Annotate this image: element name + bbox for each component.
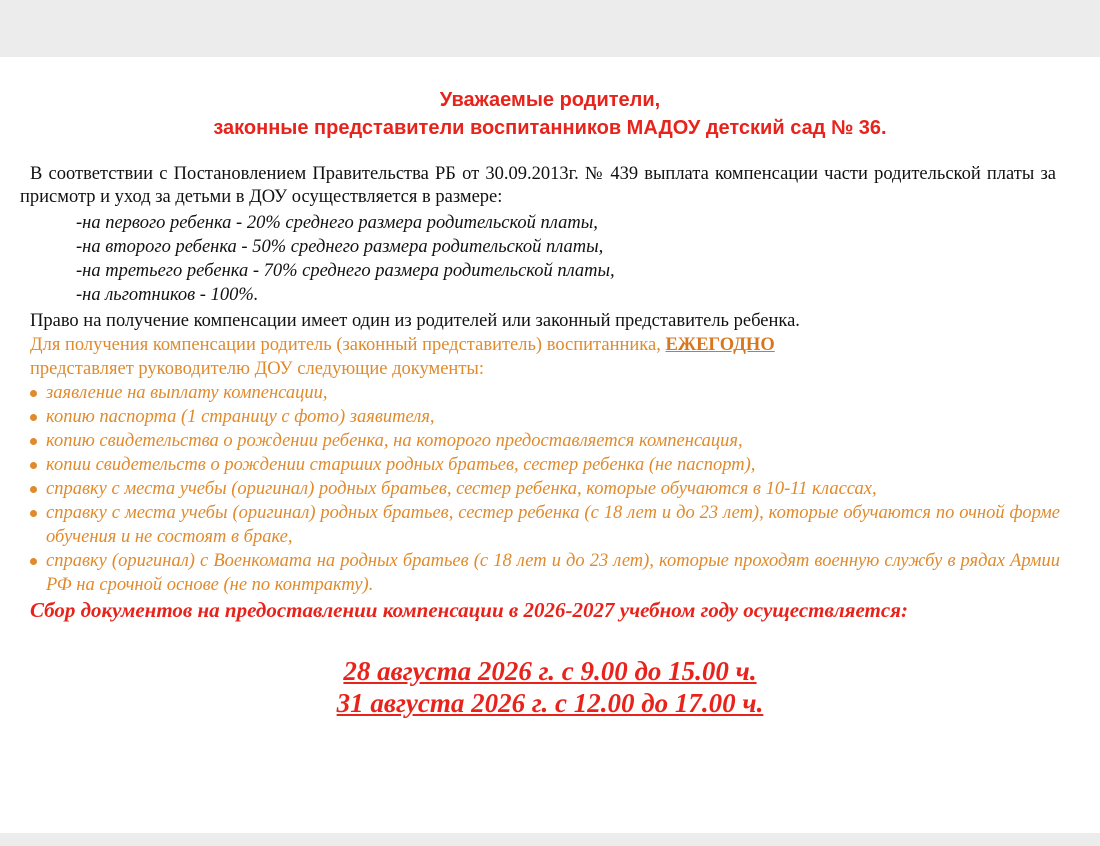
document-item <box>30 549 1060 597</box>
docs-intro-line-2: представляет руководителю ДОУ следующие документы: <box>30 359 484 379</box>
yearly-emphasis: ЕЖЕГОДНО <box>665 335 775 355</box>
docs-intro-line-1 <box>30 333 775 357</box>
document-text: справку (оригинал) с Военкомата на родных братьев (с 18 лет и до 23 лет), которые проходят военную службу в рядах Армии РФ на срочной основе (не по контракту). <box>46 551 1060 595</box>
rate-item: -на первого ребенка - 20% среднего размера родительской платы, <box>76 213 598 233</box>
document-text: копии свидетельств о рождении старших родных братьев, сестер ребенка (не паспорт), <box>46 455 756 475</box>
bullet-icon <box>30 558 37 565</box>
rate-item: -на второго ребенка - 50% среднего размера родительской платы, <box>76 237 604 257</box>
document-item <box>30 381 1060 405</box>
rate-item: -на третьего ребенка - 70% среднего размера родительской платы, <box>76 261 615 281</box>
rate-item: -на льготников - 100%. <box>76 285 259 305</box>
intro-paragraph: В соответствии с Постановлением Правительства РБ от 30.09.2013г. № 439 выплата компенсации части родительской платы за присмотр и уход за детьми в ДОУ осуществляется в размере: <box>20 164 1056 207</box>
documents-list <box>30 381 1060 597</box>
document-item <box>30 501 1060 549</box>
heading-line-1: Уважаемые родители, <box>439 89 661 111</box>
document-text: копию паспорта (1 страницу с фото) заявителя, <box>46 407 435 427</box>
bullet-icon <box>30 486 37 493</box>
heading-line-2: законные представители воспитанников МАДОУ детский сад № 36. <box>213 117 887 139</box>
docs-intro-part-1: Для получения компенсации родитель (законный представитель) воспитанника, <box>30 335 666 355</box>
document-item <box>30 453 1060 477</box>
document-text: справку с места учебы (оригинал) родных братьев, сестер ребенка (с 18 лет и до 23 лет), которые обучаются по очной форме обучения и не состоят в браке, <box>46 503 1060 547</box>
bullet-icon <box>30 438 37 445</box>
right-to-compensation-text: Право на получение компенсации имеет один из родителей или законный представитель ребенка. <box>30 311 800 331</box>
collection-date-1: 28 августа 2026 г. с 9.00 до 15.00 ч. <box>343 656 757 686</box>
bullet-icon <box>30 462 37 469</box>
document-item <box>30 477 1060 501</box>
bullet-icon <box>30 414 37 421</box>
collection-title: Сбор документов на предоставлении компенсации в 2026-2027 учебном году осуществляется: <box>30 598 908 622</box>
bullet-icon <box>30 390 37 397</box>
document-item <box>30 405 1060 429</box>
document-text: заявление на выплату компенсации, <box>46 383 328 403</box>
document-item <box>30 429 1060 453</box>
document-text: справку с места учебы (оригинал) родных братьев, сестер ребенка, которые обучаются в 10-11 классах, <box>46 479 877 499</box>
collection-date-2: 31 августа 2026 г. с 12.00 до 17.00 ч. <box>336 688 764 718</box>
document-text: копию свидетельства о рождении ребенка, на которого предоставляется компенсация, <box>46 431 743 451</box>
bullet-icon <box>30 510 37 517</box>
notice-page <box>0 57 1100 833</box>
